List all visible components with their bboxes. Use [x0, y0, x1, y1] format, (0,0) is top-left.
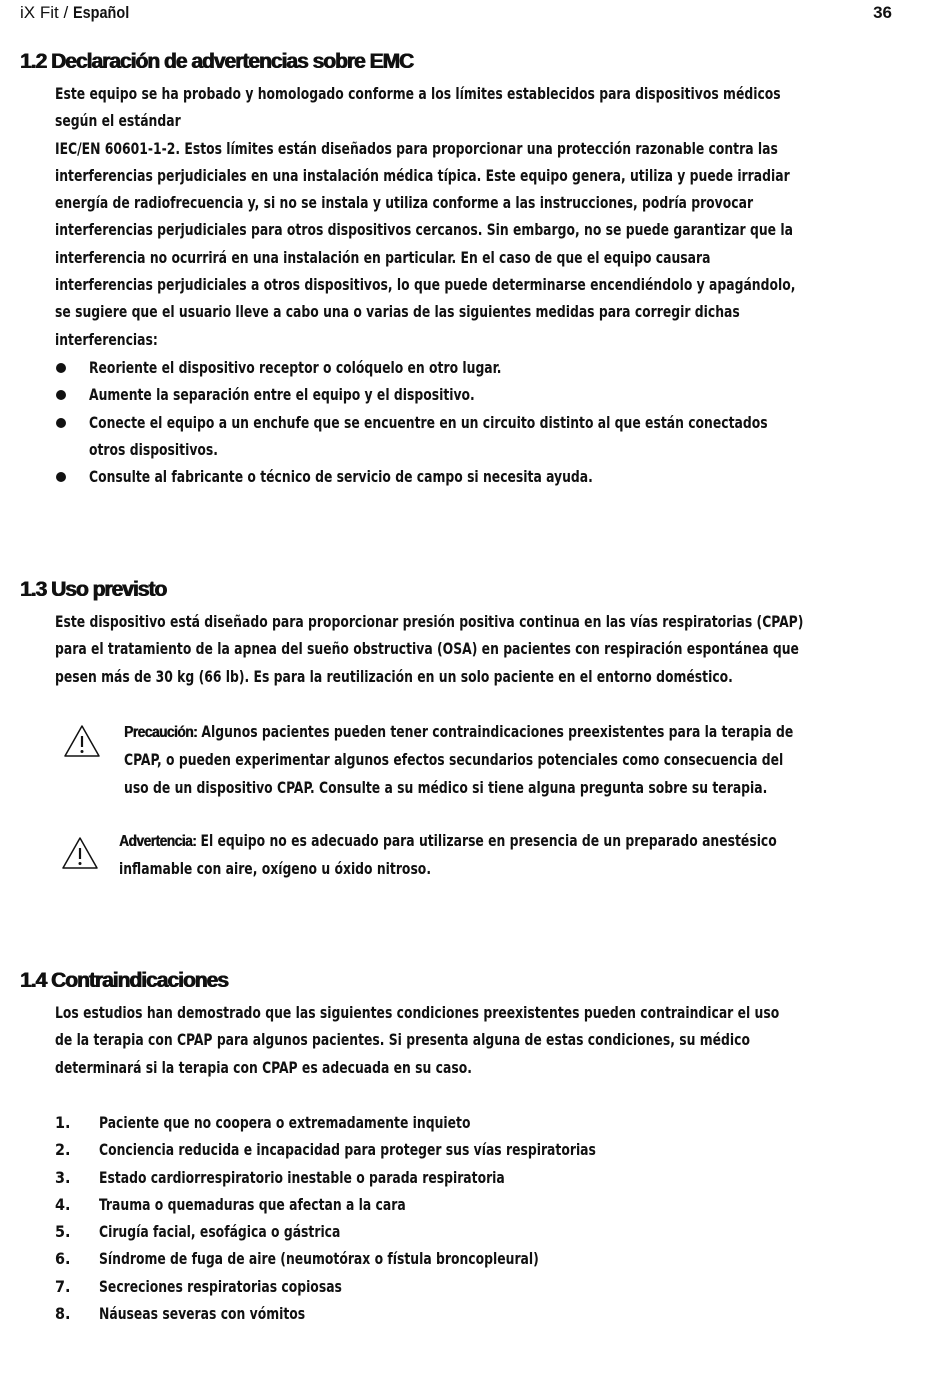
- list-item: Consulte al fabricante o técnico de servicio de campo si necesita ayuda.: [55, 463, 935, 490]
- list-item: [55, 1245, 915, 1272]
- list-text: Paciente que no coopera o extremadamente inquieto: [99, 1113, 471, 1132]
- list-item: [55, 1191, 915, 1218]
- list-number: 3.: [55, 1167, 71, 1187]
- list-text: Síndrome de fuga de aire (neumotórax o fístula broncopleural): [99, 1249, 539, 1269]
- page-number: 36: [873, 3, 892, 22]
- list-number: 4.: [55, 1194, 71, 1214]
- bullet-icon: [56, 390, 66, 400]
- warning-note: [58, 827, 920, 887]
- list-item: [55, 1218, 915, 1245]
- paragraph-line: Este equipo se ha probado y homologado conforme a los límites establecidos para dispositivos médicos: [55, 84, 781, 103]
- list-number: 5.: [55, 1222, 71, 1242]
- warning-triangle-icon: [63, 724, 101, 758]
- paragraph-line: según el estándar: [55, 111, 181, 131]
- emc-bullet-list: [55, 354, 935, 490]
- list-item: [55, 1300, 915, 1327]
- bullet-icon: [56, 472, 66, 482]
- warning-line: El equipo no es adecuado para utilizarse en presencia de un preparado anestésico: [200, 831, 777, 850]
- warning-line: inflamable con aire, oxígeno u óxido nitroso.: [119, 859, 432, 879]
- section-title-emc: 1.2 Declaración de advertencias sobre EMC: [20, 50, 414, 73]
- warning-text: [119, 827, 910, 883]
- paragraph-line: pesen más de 30 kg (66 lb). Es para la reutilización en un solo paciente en el entorno doméstico.: [55, 666, 733, 686]
- caution-line: uso de un dispositivo CPAP. Consulte a su médico si tiene alguna pregunta sobre su terapia.: [124, 777, 768, 797]
- list-number: 6.: [55, 1249, 71, 1269]
- list-number: 8.: [55, 1304, 71, 1324]
- brand-name: iX Fit: [20, 3, 59, 22]
- list-item: [55, 1136, 915, 1163]
- paragraph-line: se sugiere que el usuario lleve a cabo una o varias de las siguientes medidas para corregir dichas: [55, 302, 740, 322]
- header-language: Español: [72, 3, 130, 22]
- list-number: 7.: [55, 1276, 71, 1296]
- list-text: Secreciones respiratorias copiosas: [99, 1276, 342, 1296]
- header-brand-line: [20, 3, 139, 23]
- paragraph-line: interferencias perjudiciales a otros dispositivos, lo que puede determinarse encendiéndolo y apagándolo,: [55, 275, 796, 295]
- bullet-icon: [56, 418, 66, 428]
- list-item: Conecte el equipo a un enchufe que se encuentre en un circuito distinto al que están conectados: [55, 409, 935, 436]
- contraindications-list: [55, 1109, 915, 1327]
- contraindications-paragraph: [55, 999, 915, 1081]
- list-text: Estado cardiorrespiratorio inestable o parada respiratoria: [99, 1167, 505, 1187]
- paragraph-line: determinará si la terapia con CPAP es adecuada en su caso.: [55, 1057, 472, 1077]
- emc-paragraph: [55, 80, 915, 353]
- paragraph-line: energía de radiofrecuencia y, si no se instala y utiliza conforme a las instrucciones, podría provocar: [55, 193, 754, 213]
- warning-triangle-icon: [61, 836, 99, 870]
- caution-label: Precaución:: [124, 724, 198, 741]
- list-number: 2.: [55, 1140, 71, 1160]
- section-title-intended-use: 1.3 Uso previsto: [20, 578, 167, 601]
- header-separator: /: [58, 3, 73, 22]
- paragraph-line: interferencias:: [55, 329, 158, 349]
- section-title-contraindications: 1.4 Contraindicaciones: [20, 969, 228, 992]
- list-item-continuation: otros dispositivos.: [89, 439, 218, 459]
- page-header: [20, 3, 892, 25]
- paragraph-line: de la terapia con CPAP para algunos pacientes. Si presenta alguna de estas condiciones, su médico: [55, 1030, 750, 1050]
- list-text: Náuseas severas con vómitos: [99, 1304, 306, 1324]
- bullet-icon: [56, 363, 66, 373]
- caution-text: [124, 718, 915, 801]
- paragraph-line: interferencias perjudiciales en una instalación médica típica. Este equipo genera, utiliza y puede irradiar: [55, 165, 790, 185]
- list-item: [55, 1109, 915, 1136]
- paragraph-line: interferencias perjudiciales para otros dispositivos cercanos. Sin embargo, no se puede garantizar que la: [55, 220, 793, 240]
- paragraph-line: interferencia no ocurrirá en una instalación en particular. En el caso de que el equipo causara: [55, 247, 711, 267]
- list-text: Conciencia reducida e incapacidad para proteger sus vías respiratorias: [99, 1140, 596, 1160]
- intended-use-paragraph: [55, 608, 924, 690]
- list-number: 1.: [55, 1113, 71, 1132]
- list-item: Reoriente el dispositivo receptor o colóquelo en otro lugar.: [55, 354, 935, 381]
- list-item: [55, 1273, 915, 1300]
- paragraph-line: para el tratamiento de la apnea del sueño obstructiva (OSA) en pacientes con respiración espontánea que: [55, 639, 799, 659]
- paragraph-line: Este dispositivo está diseñado para proporcionar presión positiva continua en las vías respiratorias (CPAP): [55, 612, 804, 631]
- caution-line: CPAP, o pueden experimentar algunos efectos secundarios potenciales como consecuencia del: [124, 750, 784, 770]
- paragraph-line: IEC/EN 60601-1-2. Estos límites están diseñados para proporcionar una protección razonable contra las: [55, 138, 778, 158]
- list-item: Aumente la separación entre el equipo y el dispositivo.: [55, 381, 935, 408]
- caution-line: Algunos pacientes pueden tener contraindicaciones preexistentes para la terapia de: [201, 722, 794, 741]
- list-item: [55, 1164, 915, 1191]
- paragraph-line: Los estudios han demostrado que las siguientes condiciones preexistentes pueden contraindicar el uso: [55, 1003, 780, 1022]
- warning-label: Advertencia:: [119, 833, 197, 850]
- list-text: Trauma o quemaduras que afectan a la cara: [99, 1194, 406, 1214]
- list-text: Cirugía facial, esofágica o gástrica: [99, 1222, 341, 1242]
- caution-note: [60, 718, 920, 808]
